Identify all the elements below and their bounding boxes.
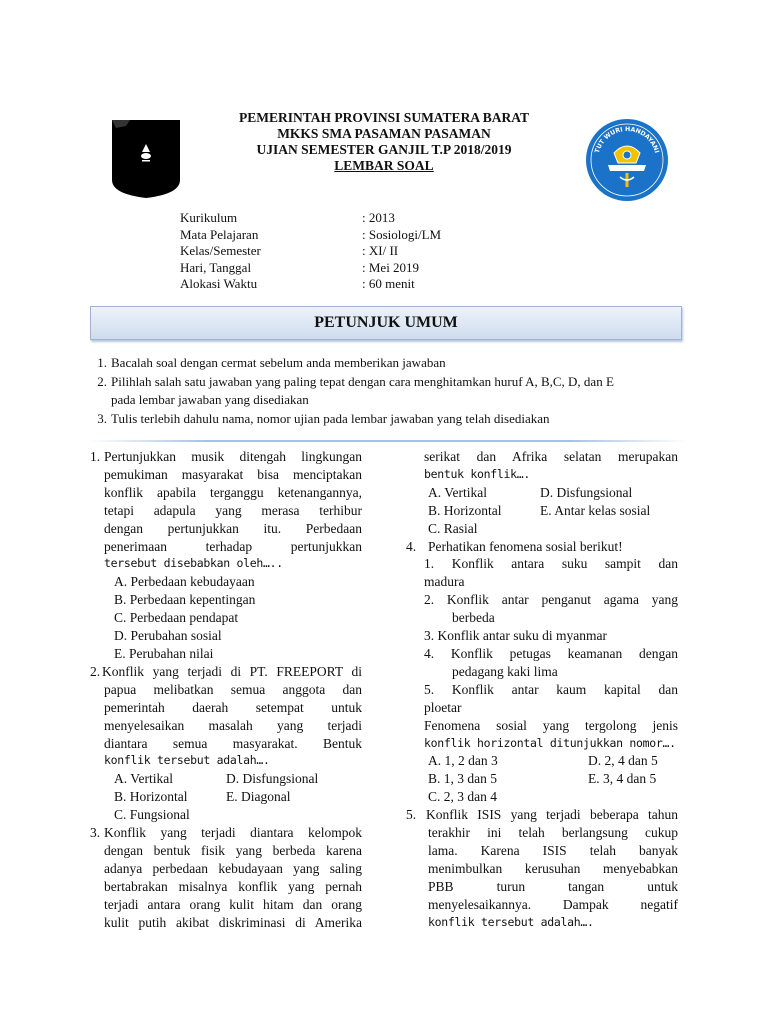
q4-option-e: E. 3, 4 dan 5 [588,771,657,787]
instructions-list [92,354,692,428]
info-row-duration: Alokasi Waktu : 60 menit [180,276,415,291]
question-3: 3. Konflik yang terjadi diantara kelompok dengan bentuk fisik yang berbeda karena adanya perbedaan kebudayaan yang saling bertabrakan misalnya konflik yang pernah terjadi antara orang kulit hitam dan orang kulit putih akibat diskriminasi di Amerika [90,825,362,930]
question-1: 1. Pertunjukkan musik ditengah lingkungan pemukiman masyarakat bisa menciptakan konflik apabila terganggu ketenangannya, tetapi adapula yang merasa terhibur dengan pertunjukkan itu. Perbedaan penerimaan terhadap pertunjukkan tersebut disebabkan oleh….. A. Perbedaan kebudayaan B. Perbedaan kepentingan C. Perbedaan pendapat D. Perubahan sosial E. Perubahan nilai [90,449,362,661]
info-row-date: Hari, Tanggal : Mei 2019 [180,259,420,275]
q2-option-c: C. Fungsional [114,807,190,823]
instruction-item: 1. Bacalah soal dengan cermat sebelum anda memberikan jawaban [97,355,446,370]
q1-option-c: C. Perbedaan pendapat [114,610,239,626]
question-3-continued: serikat dan Afrika selatan merupakan bentuk konflik…. [424,449,678,481]
question-2: 2. Konflik yang terjadi di PT. FREEPORT di papua melibatkan semua anggota dan pemerintah daerah setempat untuk menyelesaikan masalah yang terjadi diantara semua masyarakat. Bentuk konflik tersebut adalah…. A. Vertikal D. Disfungsional B. Horizontal E. Diagonal C. Fungsional [90,663,362,823]
q4-option-c: C. 2, 3 dan 4 [428,789,497,805]
instruction-item: 3. Tulis terlebih dahulu nama, nomor ujian pada lembar jawaban yang telah disediakan [97,410,550,426]
q3-option-a: A. Vertikal [428,484,487,500]
regional-emblem-logo [108,116,184,200]
q2-option-a: A. Vertikal [114,771,173,787]
q1-option-b: B. Perbedaan kepentingan [114,592,256,608]
q1-option-a: A. Perbedaan kebudayaan [114,574,255,590]
q4-option-a: A. 1, 2 dan 3 [428,753,498,769]
q2-option-b: B. Horizontal [114,789,188,805]
q3-option-d: D. Disfungsional [540,484,633,500]
q1-option-e: E. Perubahan nilai [114,645,214,661]
q4-option-d: D. 2, 4 dan 5 [588,753,658,769]
instruction-item-continuation: pada lembar jawaban yang disediakan [111,392,309,408]
header-line-1: PEMERINTAH PROVINSI SUMATERA BARAT [239,110,529,125]
info-row-curriculum: Kurikulum : 2013 [180,210,395,225]
question-5: 5. Konflik ISIS yang terjadi beberapa tahun terakhir ini telah berlangsung cukup lama. Karena ISIS telah banyak menimbulkan kerusuhan menyebabkan PBB turun tangan untuk menyelesaikannya. Dampak negatif konflik tersebut adalah…. [406,807,678,929]
header-line-2: MKKS SMA PASAMAN PASAMAN [277,126,491,141]
svg-text:TUT WURI HANDAYANI: TUT WURI HANDAYANI [593,125,661,154]
q1-option-d: D. Perubahan sosial [114,628,222,644]
q2-option-d: D. Disfungsional [226,771,319,787]
info-row-class: Kelas/Semester : XI/ II [180,243,399,258]
q3-option-c: C. Rasial [428,520,478,536]
q4-option-b: B. 1, 3 dan 5 [428,771,497,787]
header-line-3: UJIAN SEMESTER GANJIL T.P 2018/2019 [256,142,512,157]
general-instructions-banner: PETUNJUK UMUM [90,306,682,340]
info-row-subject: Mata Pelajaran : Sosiologi/LM [180,226,442,242]
divider-line [88,440,688,442]
right-column [406,448,678,931]
q3-option-b: B. Horizontal [428,502,502,518]
header-block [200,110,568,174]
tut-wuri-handayani-logo [584,117,670,203]
q3-option-e: E. Antar kelas sosial [540,502,651,518]
question-4: 4. Perhatikan fenomena sosial berikut! 1. Konflik antara suku sampit dan madura 2. Konflik antar penganut agama yang berbeda 3. Konflik antar suku di myanmar 4. Konflik petugas keamanan dengan pedagang kaki lima 5. Konflik antar kaum kapital dan ploetar Fenomena sosial yang tergolong jenis konflik horizontal ditunjukkan nomor…. A. 1, 2 dan 3 D. 2, 4 dan 5 B. 1, 3 dan 5 E. 3, 4 dan 5 C. 2, 3 dan 4 [406,538,678,805]
instruction-item: 2. Pilihlah salah satu jawaban yang paling tepat dengan cara menghitamkan huruf A, B,C, D, dan E [97,373,614,389]
left-column [90,448,362,931]
header-line-4: LEMBAR SOAL [334,158,434,173]
exam-info-table [180,210,441,293]
q2-option-e: E. Diagonal [226,789,291,805]
